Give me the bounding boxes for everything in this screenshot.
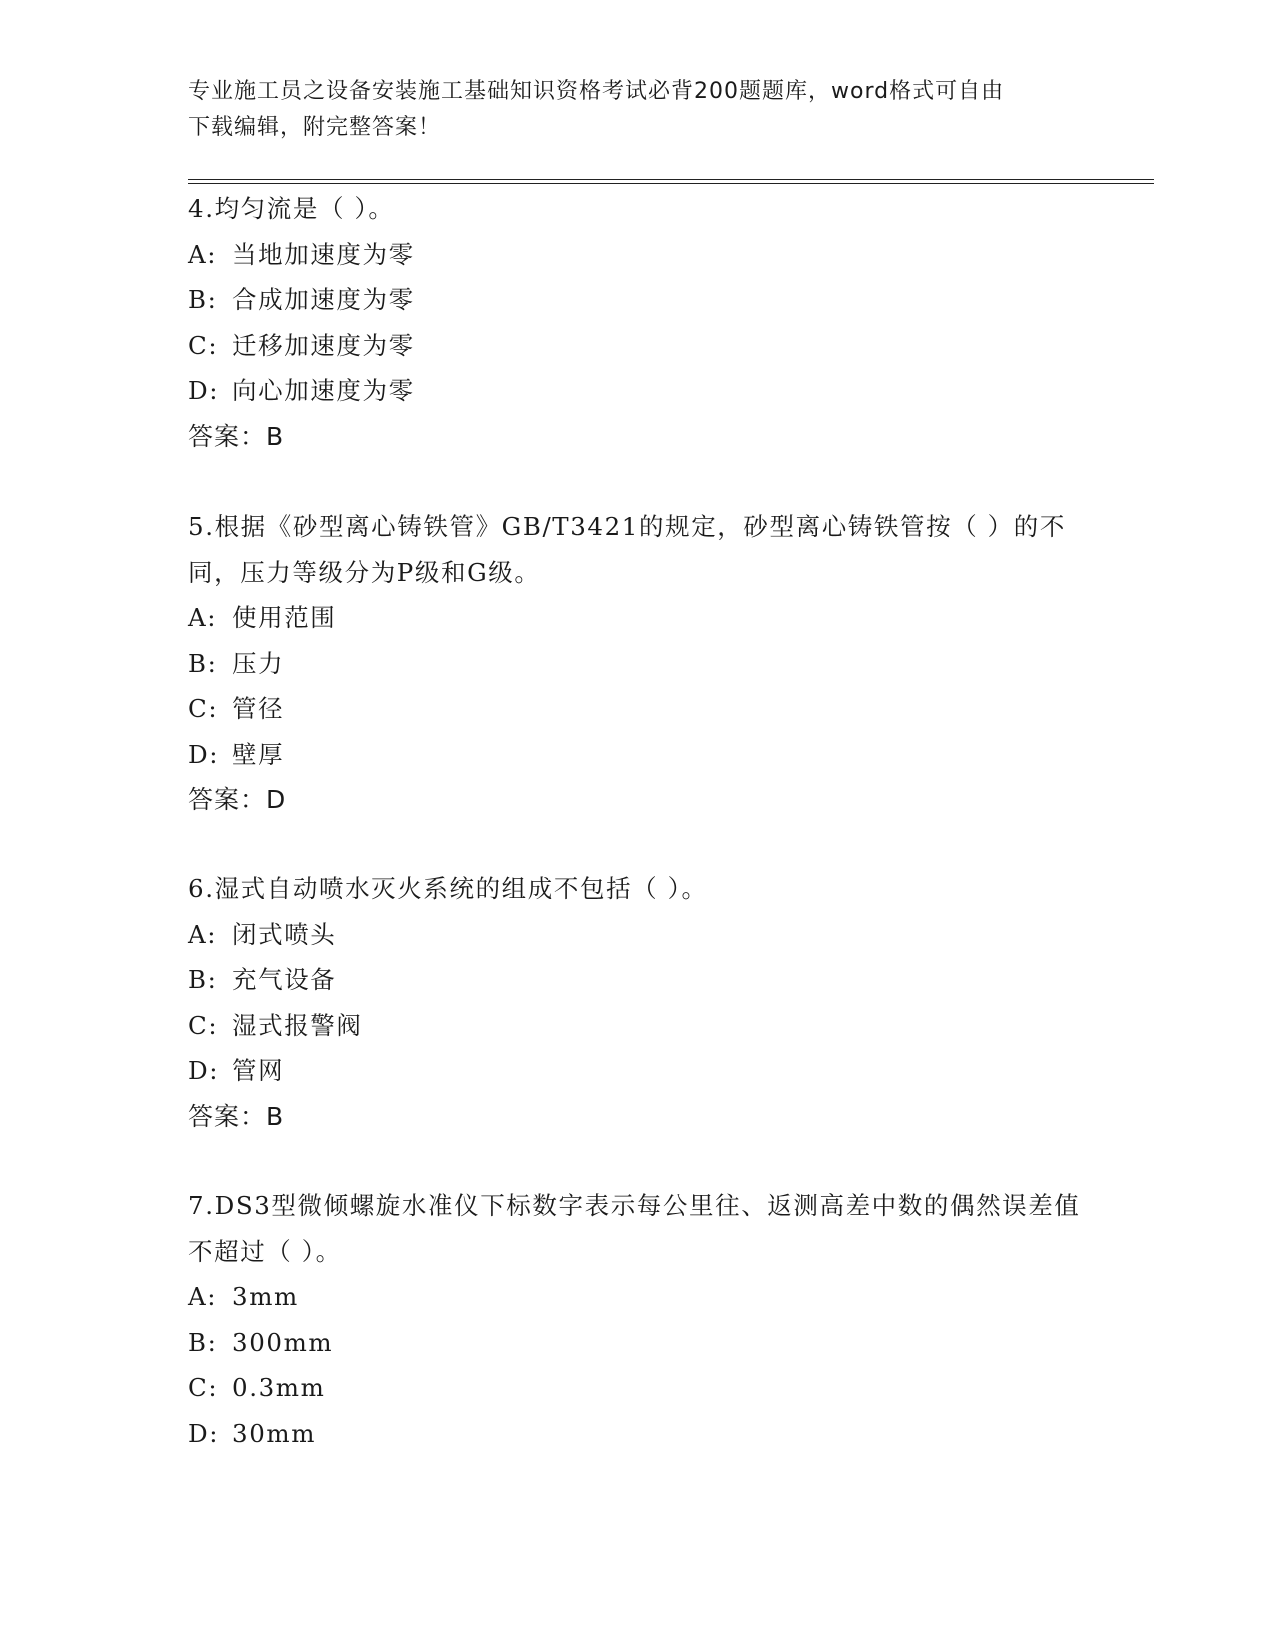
header-line-2: 下载编辑，附完整答案！ xyxy=(188,115,442,140)
option-c xyxy=(188,686,1088,732)
option-key: A: xyxy=(188,239,218,269)
option-key: B: xyxy=(188,285,218,314)
option-text: 向心加速度为零 xyxy=(232,376,415,405)
option-d xyxy=(188,1048,1088,1094)
option-text: 壁厚 xyxy=(232,739,285,769)
option-d xyxy=(188,732,1088,778)
option-text: 迁移加速度为零 xyxy=(232,330,415,360)
option-text: 充气设备 xyxy=(232,965,337,994)
header-divider-bottom xyxy=(188,183,1154,184)
option-a xyxy=(188,595,1088,641)
option-key: C: xyxy=(188,330,219,360)
option-key: B: xyxy=(188,965,218,994)
option-text: 30mm xyxy=(232,1418,317,1448)
option-text: 0.3mm xyxy=(232,1373,326,1402)
question-stem: 4.均匀流是（ ）。 xyxy=(188,194,395,223)
option-text: 管网 xyxy=(232,1056,285,1085)
option-key: A: xyxy=(188,1282,218,1311)
answer-line: 答案：B xyxy=(188,421,285,451)
question-stem: 7.DS3型微倾螺旋水准仪下标数字表示每公里往、返测高差中数的偶然误差值不超过（ ）。 xyxy=(188,1191,1081,1266)
option-key: D: xyxy=(188,376,220,405)
question-7 xyxy=(188,1183,1088,1456)
option-a xyxy=(188,1274,1088,1320)
option-c xyxy=(188,1365,1088,1411)
question-4 xyxy=(188,186,1088,460)
option-key: B: xyxy=(188,1327,218,1357)
option-b xyxy=(188,957,1088,1003)
question-stem: 5.根据《砂型离心铸铁管》GB/T3421的规定，砂型离心铸铁管按（ ）的不同，压力等级分为P级和G级。 xyxy=(188,512,1066,587)
option-text: 使用范围 xyxy=(232,603,337,632)
option-key: D: xyxy=(188,1056,220,1085)
question-stem: 6.湿式自动喷水灭火系统的组成不包括（ ）。 xyxy=(188,874,708,903)
option-text: 当地加速度为零 xyxy=(232,239,415,269)
option-text: 300mm xyxy=(232,1327,334,1357)
document-header xyxy=(188,74,1068,146)
option-key: C: xyxy=(188,1010,219,1040)
option-a xyxy=(188,232,1088,278)
option-key: C: xyxy=(188,1373,219,1402)
option-a xyxy=(188,912,1088,958)
option-text: 合成加速度为零 xyxy=(232,285,415,314)
option-c xyxy=(188,323,1088,369)
option-b xyxy=(188,641,1088,687)
option-b xyxy=(188,1320,1088,1366)
option-text: 压力 xyxy=(232,648,285,678)
option-key: D: xyxy=(188,1418,220,1448)
header-line-1: 专业施工员之设备安装施工基础知识资格考试必背200题题库，word格式可自由 xyxy=(188,79,1005,104)
question-5 xyxy=(188,504,1088,823)
option-key: A: xyxy=(188,919,218,949)
option-text: 管径 xyxy=(232,694,285,723)
answer-line: 答案：B xyxy=(188,1101,285,1131)
option-text: 3mm xyxy=(232,1282,299,1311)
option-key: A: xyxy=(188,603,218,632)
option-b xyxy=(188,277,1088,323)
question-6 xyxy=(188,866,1088,1140)
option-text: 闭式喷头 xyxy=(232,919,337,949)
option-d xyxy=(188,368,1088,414)
option-key: C: xyxy=(188,694,219,723)
answer-line: 答案：D xyxy=(188,785,287,814)
header-divider-top xyxy=(188,179,1154,180)
option-key: B: xyxy=(188,648,218,678)
option-key: D: xyxy=(188,739,220,769)
option-d xyxy=(188,1411,1088,1457)
option-text: 湿式报警阀 xyxy=(232,1010,363,1040)
option-c xyxy=(188,1003,1088,1049)
